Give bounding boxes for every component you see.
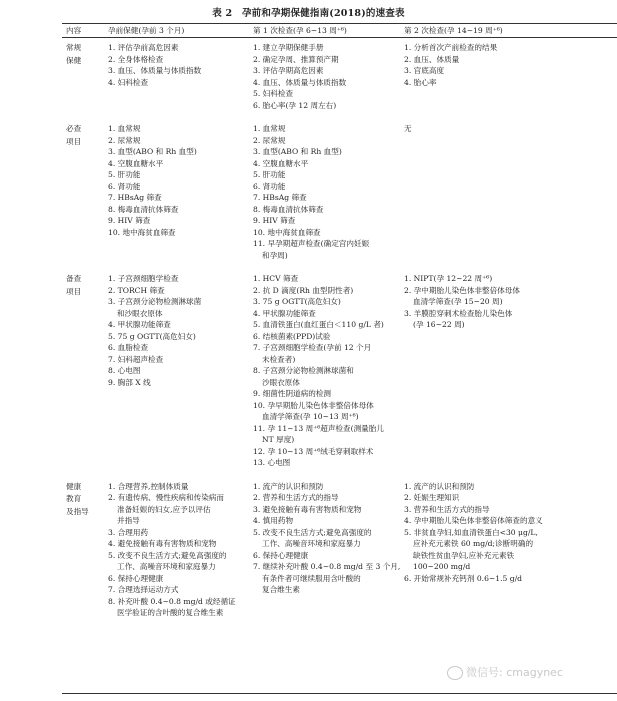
list-item: 1. 子宫颈细胞学检查 [108,274,179,283]
table-cell [253,476,404,626]
list-item: 1. HCV 筛查 [253,274,299,283]
list-item: 有条件者可继续服用含叶酸的 [262,573,361,583]
list-item: 7. 子宫颈细胞学检查(孕前 12 个月 [253,343,372,352]
list-item: 2. 尿常规 [253,135,286,145]
list-item: 1. 血常规 [253,124,286,133]
list-item: 6. 胎心率(孕 12 周左右) [253,100,337,110]
checkup-table [62,24,617,626]
list-item: 3. 子宫颈分泌物检测淋球菌 [108,297,202,306]
list-item: 2. 尿常规 [108,135,141,145]
list-item: 2. 营养和生活方式的指导 [253,493,339,502]
list-item: 3. 血压、体质量与体质指数 [108,66,202,75]
list-item: 3. 羊膜腔穿刺术检查胎儿染色体 [404,308,513,318]
row-category [62,476,108,626]
category-line: 保健 [66,55,82,65]
list-item: 1. 合理营养,控制体质量 [108,481,189,491]
header-first-visit: 第 1 次检查(孕 6~13 周⁺⁶) [253,26,347,35]
table-cell [404,268,617,476]
header-content: 内容 [66,26,82,35]
list-item: 准备妊娠的妇女,应予以评估 [117,504,211,514]
list-item: 10. 孕早期胎儿染色体非整倍体母体 [253,400,374,410]
list-item: 和孕周) [262,250,288,260]
table-cell [108,476,253,626]
list-item: 4. 慎用药物 [253,516,294,525]
list-item: 7. HBsAg 筛查 [253,193,307,202]
list-item: 5. 改变不良生活方式;避免高强度的 [108,550,227,560]
list-item: 1. 建立孕期保健手册 [253,43,324,52]
list-item: 1. 流产的认识和预防 [404,481,475,491]
list-item: 2. 全身体格检查 [108,54,164,64]
row-category [62,268,108,476]
list-item: 4. 甲状腺功能筛查 [108,320,171,329]
list-item: 7. HBsAg 筛查 [108,193,162,202]
list-item: 9. HIV 筛查 [108,216,151,225]
list-item: 7. 继续补充叶酸 0.4~0.8 mg/d 至 3 个月, [253,562,401,571]
row-category [62,37,108,118]
list-item: 4. 胎心率 [404,77,437,87]
list-item: 8. 梅毒血清抗体筛查 [253,204,324,214]
list-item: 2. 孕中期胎儿染色体非整倍体母体 [404,285,520,295]
list-item: 4. 血压、体质量与体质指数 [253,77,347,87]
list-item: 5. 肝功能 [253,170,286,179]
list-item: 3. 血型(ABO 和 Rh 血型) [108,147,197,156]
list-item: 1. 血常规 [108,124,141,133]
table-header-row [62,24,617,37]
table-cell [404,118,617,268]
list-item: 3. 合理用药 [108,527,149,537]
table-row [62,37,617,118]
list-item: 5. 改变不良生活方式;避免高强度的 [253,527,372,537]
table-row [62,268,617,476]
list-item: 4. 孕中期胎儿染色体非整倍体筛查的意义 [404,516,543,525]
list-item: 缺铁性贫血孕妇,应补充元素铁 [413,550,515,560]
watermark-text: 微信号: cmagynec [466,666,563,679]
list-item: 血清学筛查(孕 10~13 周⁺⁶) [262,412,359,421]
list-item: 6. 保持心理健康 [253,550,309,560]
list-item: 6. 肾功能 [253,181,286,191]
list-item: 5. 妇科检查 [253,89,294,98]
list-item: 4. 甲状腺功能筛查 [253,308,316,318]
list-item: 4. 空腹血糖水平 [253,158,309,168]
list-item: 6. 血脂检查 [108,343,149,352]
list-item: 2. 妊娠生理知识 [404,493,460,502]
list-item: 1. 流产的认识和预防 [253,481,324,491]
list-item: 并指导 [117,516,140,525]
list-item: 8. 子宫颈分泌物检测淋球菌和 [253,366,354,375]
table-body [62,37,617,626]
list-item: 3. 血型(ABO 和 Rh 血型) [253,147,342,156]
list-item: 3. 宫底高度 [404,66,445,75]
list-item: 沙眼衣原体 [262,377,300,387]
list-item: 4. 避免接触有毒有害物质和宠物 [108,539,217,548]
list-item: 5. 肝功能 [108,170,141,179]
watermark [447,664,563,680]
header-preconception: 孕前保健(孕前 3 个月) [108,26,185,35]
list-item: 8. 补充叶酸 0.4~0.8 mg/d 或经循证 [108,596,236,606]
list-item: 医学验证的含叶酸的复合维生素 [117,608,224,617]
list-item: 1. NIPT(孕 12~22 周⁺⁶) [404,274,493,283]
list-item: 12. 孕 10~13 周⁺⁶绒毛穿刺取样术 [253,446,374,456]
list-item: 5. 血清铁蛋白(血红蛋白＜110 g/L 者) [253,320,384,329]
list-item: 4. 空腹血糖水平 [108,158,164,168]
list-item: 3. 75 g OGTT(高危妇女) [253,297,341,306]
list-item: 13. 心电图 [253,458,291,467]
list-item: 1. 分析首次产前检查的结果 [404,43,498,52]
list-item: 工作、高噪音环境和家庭暴力 [117,562,216,571]
list-item: 10. 地中海贫血筛查 [253,227,321,237]
list-item: 无 [404,124,412,133]
list-item: 10. 地中海贫血筛查 [108,227,176,237]
list-item: 9. 胸部 X 线 [108,377,151,387]
table-cell [404,476,617,626]
category-line: 健康 [66,481,82,491]
list-item: 3. 避免接触有毒有害物质和宠物 [253,504,362,514]
category-line: 必查 [66,124,82,133]
row-category [62,118,108,268]
table-cell [404,37,617,118]
list-item: 3. 评估孕期高危因素 [253,66,324,75]
list-item: 9. 细菌性阴道病的检测 [253,389,332,398]
table-cell [253,118,404,268]
list-item: 血清学筛查(孕 15~20 周) [413,297,503,306]
list-item: 11. 孕 11~13 周⁺⁶超声检查(测量胎儿 [253,423,384,433]
list-item: (孕 16~22 周) [413,320,465,329]
list-item: 4. 妇科检查 [108,77,149,87]
list-item: 2. 确定孕周、推算预产期 [253,54,339,64]
list-item: NT 厚度) [262,435,295,444]
list-item: 应补充元素铁 60 mg/d;诊断明确的 [413,539,534,548]
list-item: 5. 非贫血孕妇,如血清铁蛋白<30 μg/L, [404,527,538,537]
table-row [62,118,617,268]
table-cell [253,37,404,118]
list-item: 100~200 mg/d [413,562,471,571]
list-item: 6. 开始常规补充钙剂 0.6~1.5 g/d [404,573,523,583]
list-item: 2. 血压、体质量 [404,54,460,64]
list-item: 6. 肾功能 [108,181,141,191]
table-bottom-rule [62,693,617,694]
table-cell [253,268,404,476]
list-item: 2. 有遗传病、慢性疾病和传染病而 [108,493,224,502]
list-item: 3. 营养和生活方式的指导 [404,504,490,514]
list-item: 工作、高噪音环境和家庭暴力 [262,539,361,548]
list-item: 2. 抗 D 滴度(Rh 血型阴性者) [253,285,354,295]
list-item: 7. 合理选择运动方式 [108,585,179,594]
list-item: 未检查者) [262,354,296,364]
category-line: 教育 [66,494,82,503]
header-second-visit: 第 2 次检查(孕 14~19 周⁺⁶) [404,26,503,35]
list-item: 5. 75 g OGTT(高危妇女) [108,331,196,341]
list-item: 复合维生素 [262,585,300,594]
wechat-icon [447,666,463,680]
list-item: 6. 结核菌素(PPD)试验 [253,331,331,341]
table-row [62,476,617,626]
category-line: 常规 [66,43,82,52]
table-cell [108,37,253,118]
table-cell [108,118,253,268]
list-item: 6. 保持心理健康 [108,573,164,583]
table-cell [108,268,253,476]
list-item: 8. 心电图 [108,366,141,375]
list-item: 8. 梅毒血清抗体筛查 [108,204,179,214]
list-item: 7. 妇科超声检查 [108,354,164,364]
category-line: 项目 [66,136,82,146]
category-line: 项目 [66,286,82,296]
category-line: 及指导 [66,506,89,516]
list-item: 1. 评估孕前高危因素 [108,43,179,52]
list-item: 2. TORCH 筛查 [108,285,165,295]
list-item: 9. HIV 筛查 [253,216,296,225]
list-item: 11. 早孕期超声检查(确定宫内妊娠 [253,239,370,248]
category-line: 备查 [66,274,82,283]
list-item: 和沙眼衣原体 [117,308,163,318]
table-title: 表 2 孕前和孕期保健指南(2018)的速查表 [212,8,405,19]
